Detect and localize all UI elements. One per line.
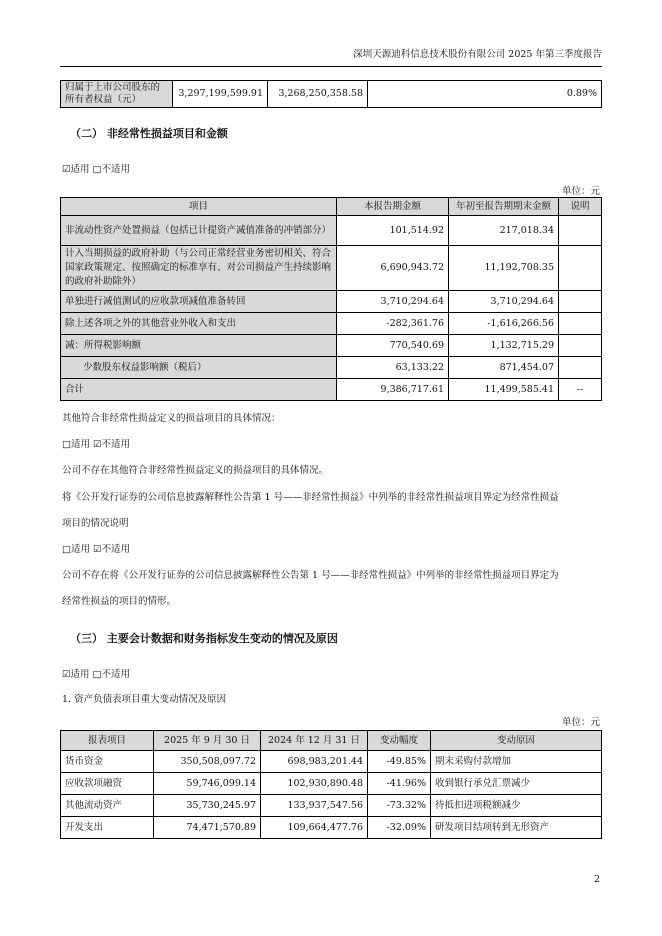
row-item: 应收款项融资 [61,773,154,795]
row-2025: 59,746,099.14 [154,773,261,795]
row-note [559,246,602,291]
row-item: 少数股东权益影响额（税后） [61,357,337,379]
row-2024: 109,664,477.76 [261,817,368,839]
col-header-ytd: 年初至报告期期末金额 [449,198,559,216]
col-header-reason: 变动原因 [431,731,602,751]
table-row [61,313,602,335]
section2-applicable: ☑适用 □不适用 [62,164,131,175]
table-row [61,81,602,108]
row-current: 101,514.92 [337,216,449,246]
row-item: 开发支出 [61,817,154,839]
para-not-applicable-1: □适用 ☑不适用 [62,439,131,450]
row-reason: 研发项目结项转到无形资产 [431,817,602,839]
row-change: -49.85% [368,751,431,773]
section3-subtitle: 1. 资产负债表项目重大变动情况及原因 [62,694,227,705]
section3-title: （三） 主要会计数据和财务指标发生变动的情况及原因 [70,632,338,645]
row-ytd: 11,192,708.35 [449,246,559,291]
row-item: 单独进行减值测试的应收款项减值准备转回 [61,291,337,313]
row-2025: 350,508,097.72 [154,751,261,773]
row-item: 非流动性资产处置损益（包括已计提资产减值准备的冲销部分） [61,216,337,246]
table-row [61,291,602,313]
col-header-current: 本报告期金额 [337,198,449,216]
col-header-item: 报表项目 [61,731,154,751]
col-header-2024: 2024 年 12 月 31 日 [261,731,368,751]
para-other-items: 其他符合非经常性损益定义的损益项目的具体情况： [62,413,281,424]
row-item: 计入当期损益的政府补助（与公司正常经营业务密切相关、符合国家政策规定、按照确定的标准享有、对公司损益产生持续影响的政府补助除外） [61,246,337,291]
col-header-item: 项目 [61,198,337,216]
row-current: 6,690,943.72 [337,246,449,291]
row-ytd: 217,018.34 [449,216,559,246]
para-none-1: 公司不存在其他符合非经常性损益定义的损益项目的具体情况。 [62,465,329,476]
row-note [559,335,602,357]
equity-value-prior: 3,268,250,358.58 [268,81,368,108]
row-change: -73.32% [368,795,431,817]
para-classification-1: 将《公开发行证券的公司信息披露解释性公告第 1 号——非经常性损益》中列举的非经常性损益项目界定为经常性损益 [62,492,559,503]
equity-table [60,80,602,108]
row-reason: 待抵扣进项税额减少 [431,795,602,817]
para-classification-2: 项目的情况说明 [62,518,129,529]
row-note [559,291,602,313]
row-2024: 698,983,201.44 [261,751,368,773]
table-row [61,773,602,795]
row-item: 除上述各项之外的其他营业外收入和支出 [61,313,337,335]
row-current: -282,361.76 [337,313,449,335]
table-header-row [61,731,602,751]
table-row [61,216,602,246]
row-current: 9,386,717.61 [337,379,449,401]
para-not-applicable-2: □适用 ☑不适用 [62,544,131,555]
row-2024: 102,930,890.48 [261,773,368,795]
para-none-2b: 经常性损益的项目的情形。 [62,596,177,607]
row-current: 63,133.22 [337,357,449,379]
section2-unit: 单位：元 [561,186,600,197]
row-item: 货币资金 [61,751,154,773]
balance-sheet-changes-table [60,730,602,839]
table-row [61,246,602,291]
row-note [559,357,602,379]
col-header-2025: 2025 年 9 月 30 日 [154,731,261,751]
table-row [61,379,602,401]
row-ytd: 1,132,715.29 [449,335,559,357]
para-none-2a: 公司不存在将《公开发行证券的公司信息披露解释性公告第 1 号——非经常性损益》中列举的非经常性损益项目界定为 [62,570,559,581]
row-item: 合计 [61,379,337,401]
equity-value-current: 3,297,199,599.91 [173,81,268,108]
col-header-change: 变动幅度 [368,731,431,751]
col-header-note: 说明 [559,198,602,216]
equity-change: 0.89% [368,81,602,108]
page-header: 深圳天源迪科信息技术股份有限公司 2025 年第三季度报告 [60,46,602,67]
row-note [559,313,602,335]
row-ytd: 11,499,585.41 [449,379,559,401]
row-reason: 期末采购付款增加 [431,751,602,773]
table-row [61,817,602,839]
section2-title: （二） 非经常性损益项目和金额 [70,127,228,140]
row-note: -- [559,379,602,401]
page-number: 2 [593,874,600,885]
row-change: -41.96% [368,773,431,795]
row-item: 减：所得税影响额 [61,335,337,357]
table-header-row [61,198,602,216]
row-current: 3,710,294.64 [337,291,449,313]
table-row [61,751,602,773]
table-row [61,357,602,379]
row-ytd: -1,616,266.56 [449,313,559,335]
section3-applicable: ☑适用 □不适用 [62,669,131,680]
row-2025: 35,730,245.97 [154,795,261,817]
row-ytd: 3,710,294.64 [449,291,559,313]
row-reason: 收到银行承兑汇票减少 [431,773,602,795]
section3-unit: 单位：元 [561,717,600,728]
table-row [61,335,602,357]
table-row [61,795,602,817]
row-2024: 133,937,547.56 [261,795,368,817]
row-ytd: 871,454.07 [449,357,559,379]
row-change: -32.09% [368,817,431,839]
row-current: 770,540.69 [337,335,449,357]
equity-label: 归属于上市公司股东的所有者权益（元） [61,81,173,108]
non-recurring-table [60,197,602,401]
row-item: 其他流动资产 [61,795,154,817]
row-note [559,216,602,246]
row-2025: 74,471,570.89 [154,817,261,839]
